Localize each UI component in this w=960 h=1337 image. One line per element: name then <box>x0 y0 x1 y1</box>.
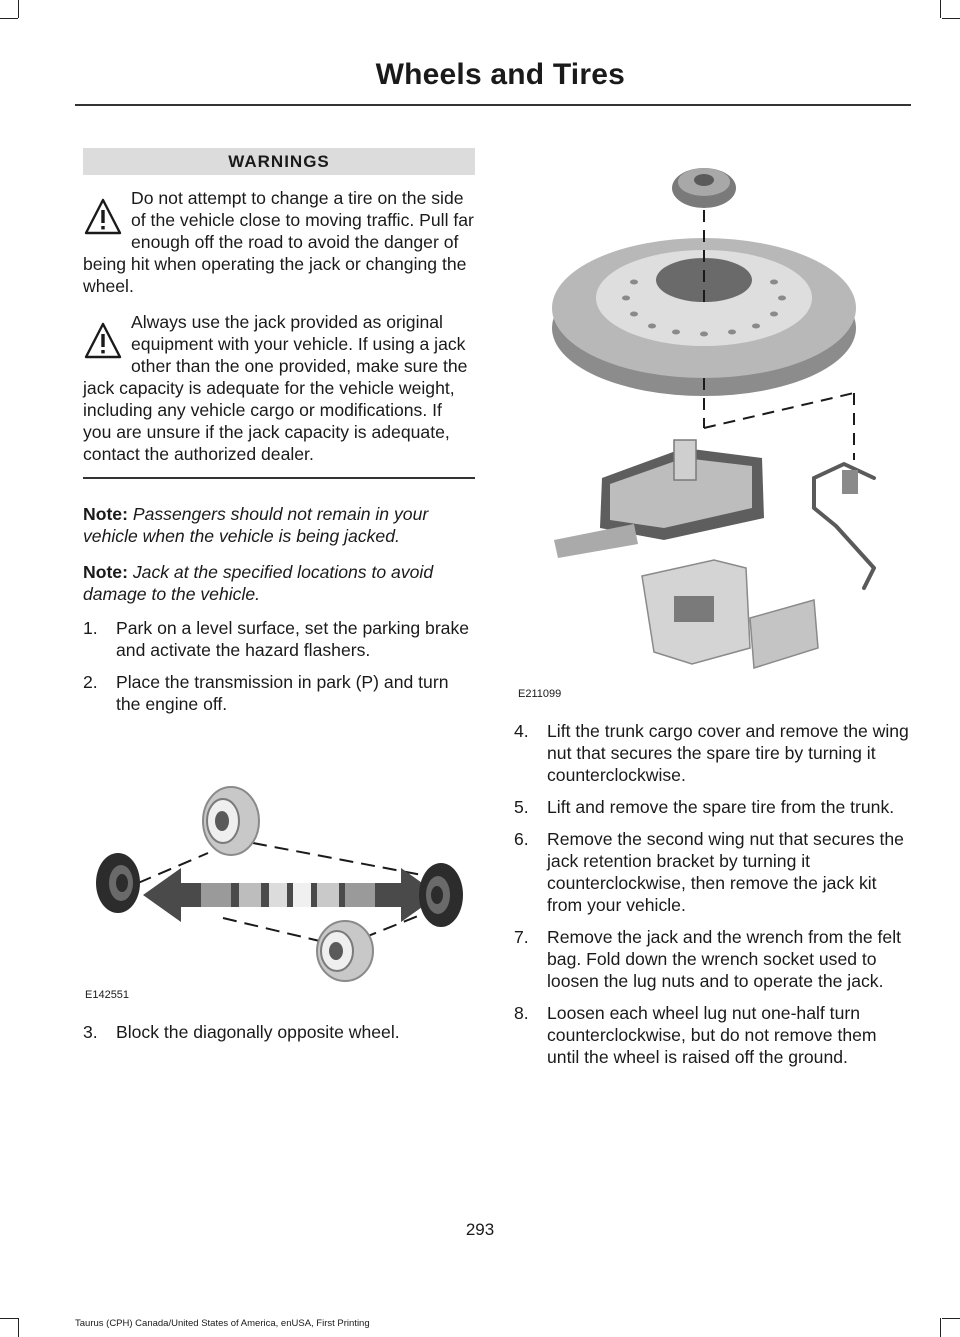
crop-mark <box>18 0 19 18</box>
warning-text: Always use the jack provided as original equipment with your vehicle. If using a jack other than the one provided, make sure the jack capacity is adequate for the vehicle weight, including any vehicle cargo or modifications. If you are unsure if the jack capacity is adequate, contact the authorized dealer. <box>83 312 468 464</box>
step-text: Park on a level surface, set the parking brake and activate the hazard flashers. <box>116 617 470 660</box>
note-label: Note: <box>83 561 128 582</box>
step-text: Lift and remove the spare tire from the trunk. <box>547 797 895 817</box>
crop-mark <box>942 18 960 19</box>
right-column <box>514 148 910 1068</box>
warning-triangle-icon <box>83 197 123 237</box>
step-number: 4. <box>514 721 529 741</box>
warning-triangle-icon <box>83 321 123 361</box>
wheels-diagram <box>83 733 475 1001</box>
step-item <box>514 796 910 818</box>
note <box>83 503 475 547</box>
step-number: 2. <box>83 671 98 692</box>
header-rule <box>75 104 911 106</box>
step-text: Place the transmission in park (P) and turn the engine off. <box>116 671 449 714</box>
diagonal-wheels-illustration <box>83 733 475 983</box>
step-item <box>514 828 910 916</box>
note <box>83 561 475 605</box>
crop-mark <box>0 18 18 19</box>
step-text: Loosen each wheel lug nut one-half turn counterclockwise, but do not remove them until the wheel is raised off the ground. <box>547 1003 877 1067</box>
step-number: 6. <box>514 829 529 849</box>
warning-item <box>83 187 475 297</box>
crop-mark <box>18 1318 19 1337</box>
step-item <box>83 617 475 661</box>
step-item <box>514 720 910 786</box>
note-text: Passengers should not remain in your vehicle when the vehicle is being jacked. <box>83 503 429 546</box>
note-text: Jack at the specified locations to avoid damage to the vehicle. <box>83 561 434 604</box>
document-footer: Taurus (CPH) Canada/United States of America, enUSA, First Printing <box>75 1318 370 1329</box>
step-text: Remove the jack and the wrench from the felt bag. Fold down the wrench socket used to loosen the lug nuts and to operate the jack. <box>547 927 902 991</box>
crop-mark <box>940 1318 941 1337</box>
step-number: 1. <box>83 617 98 638</box>
step-item <box>514 1002 910 1068</box>
left-column <box>83 148 475 1043</box>
page-number: 293 <box>465 1220 495 1239</box>
step-number: 5. <box>514 797 529 817</box>
spare-tire-diagram <box>514 148 910 700</box>
step-text: Lift the trunk cargo cover and remove the wing nut that secures the spare tire by turning it counterclockwise. <box>547 721 909 785</box>
spare-tire-jack-illustration <box>514 148 910 683</box>
step-text: Block the diagonally opposite wheel. <box>116 1021 400 1042</box>
warnings-heading: WARNINGS <box>83 148 475 175</box>
step-item <box>83 1021 475 1043</box>
step-item <box>83 671 475 715</box>
step-number: 3. <box>83 1021 98 1042</box>
step-number: 7. <box>514 927 529 947</box>
warnings-rule <box>83 477 475 479</box>
step-number: 8. <box>514 1003 529 1023</box>
figure-code: E142551 <box>85 988 130 1001</box>
crop-mark <box>0 1318 18 1319</box>
note-label: Note: <box>83 503 128 524</box>
step-text: Remove the second wing nut that secures the jack retention bracket by turning it counterclockwise, then remove the jack kit from your vehicle. <box>547 829 904 915</box>
step-item <box>514 926 910 992</box>
figure-code: E211099 <box>518 688 562 700</box>
page-title: Wheels and Tires <box>375 58 625 91</box>
warning-text: Do not attempt to change a tire on the side of the vehicle close to moving traffic. Pull far enough off the road to avoid the danger of being hit when operating the jack or changing the wheel. <box>83 188 474 296</box>
crop-mark <box>942 1318 960 1319</box>
crop-mark <box>940 0 941 18</box>
warning-item <box>83 311 475 465</box>
